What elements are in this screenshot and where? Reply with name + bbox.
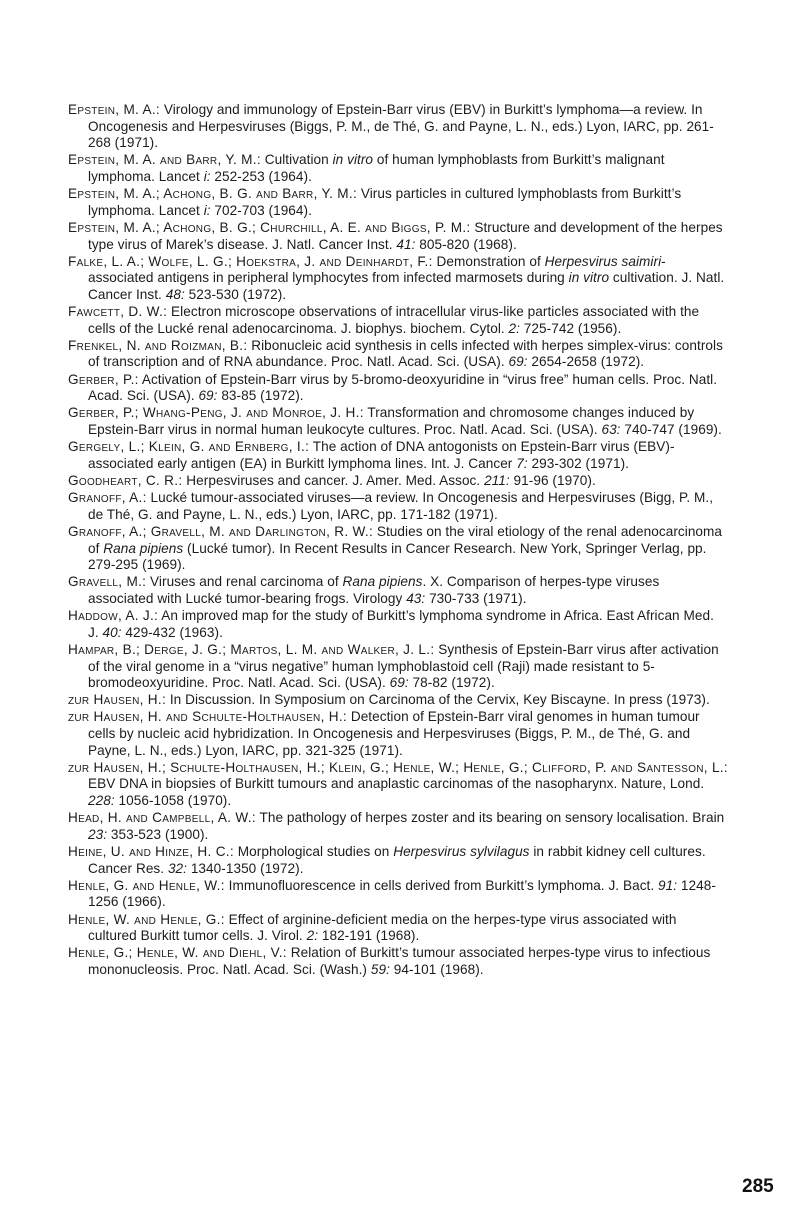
- reference-entry: [68, 254, 728, 304]
- reference-text: Lucké tumour-associated viruses—a review. In Oncogenesis and Herpesviruses (Bigg, P. M., de Thé, G. and Payne, L. N., eds.) Lyon, IARC, pp. 171-182 (1971).: [88, 490, 714, 522]
- reference-italic-text: Rana pipiens: [342, 574, 423, 590]
- reference-authors: Henle, W. and Henle, G.:: [68, 911, 225, 927]
- reference-entry: [68, 608, 728, 641]
- reference-text: 94-101 (1968).: [389, 961, 484, 977]
- reference-text: Synthesis of Epstein-Barr virus after activation of the viral genome in a “virus negative” human lymphoblastoid cell (Raji) made resistant to 5-bromodeoxyuridine. Proc. Natl. Acad. Sci. (USA).: [88, 641, 719, 691]
- reference-text: 1056-1058 (1970).: [114, 793, 232, 809]
- reference-authors: Granoff, A.:: [68, 490, 147, 506]
- reference-text: Virus particles in cultured lymphoblasts from Burkitt’s lymphoma. Lancet: [88, 186, 682, 218]
- reference-text: Relation of Burkitt’s tumour associated herpes-type virus to infectious mononucleosis. Proc. Natl. Acad. Sci. (Wash.): [88, 945, 711, 977]
- reference-text: 1248-1256 (1966).: [88, 877, 716, 910]
- reference-text: Transformation and chromosome changes induced by Epstein-Barr virus in normal human leukocyte cultures. Proc. Natl. Acad. Sci. (USA).: [88, 405, 695, 438]
- reference-authors: Gerber, P.; Whang-Peng, J. and Monroe, J. H.:: [68, 405, 364, 421]
- reference-text: 353-523 (1900).: [107, 826, 209, 842]
- reference-text: 730-733 (1971).: [425, 590, 527, 606]
- reference-authors: zur Hausen, H. and Schulte-Holthausen, H.:: [68, 709, 347, 725]
- reference-authors: Hampar, B.; Derge, J. G.; Martos, L. M. and Walker, J. L.:: [68, 641, 435, 657]
- reference-authors: Gravell, M.:: [68, 574, 147, 590]
- reference-authors: Epstein, M. A.; Achong, B. G. and Barr, Y. M.:: [68, 186, 358, 202]
- reference-authors: Henle, G.; Henle, W. and Diehl, V.:: [68, 945, 287, 961]
- reference-italic-text: 40:: [102, 624, 122, 640]
- reference-italic-text: Herpesvirus saimiri: [544, 253, 662, 269]
- reference-entry: [68, 473, 728, 490]
- reference-italic-text: 91:: [658, 877, 678, 893]
- reference-entry: [68, 490, 728, 523]
- reference-text: Immunofluorescence in cells derived from Burkitt’s lymphoma. J. Bact.: [224, 877, 659, 893]
- reference-authors: Falke, L. A.; Wolfe, L. G.; Hoekstra, J. and Deinhardt, F.:: [68, 253, 433, 269]
- reference-text: Studies on the viral etiology of the renal adenocarcinoma of: [88, 523, 723, 556]
- reference-italic-text: 41:: [396, 236, 416, 252]
- reference-text: 2654-2658 (1972).: [527, 354, 645, 370]
- reference-entry: [68, 405, 728, 438]
- reference-authors: Frenkel, N. and Roizman, B.:: [68, 337, 248, 353]
- reference-entry: [68, 760, 728, 810]
- reference-italic-text: i:: [203, 202, 211, 218]
- reference-italic-text: Herpesvirus sylvilagus: [393, 844, 530, 859]
- reference-entry: [68, 304, 728, 337]
- reference-authors: Epstein, M. A. and Barr, Y. M.:: [68, 152, 261, 168]
- reference-text: 740-747 (1969).: [620, 422, 722, 438]
- reference-italic-text: 69:: [389, 675, 409, 691]
- reference-authors: Fawcett, D. W.:: [68, 304, 168, 320]
- reference-entry: [68, 844, 728, 877]
- reference-text: in rabbit kidney cell cultures. Cancer Res.: [88, 844, 706, 876]
- reference-text: 182-191 (1968).: [318, 928, 420, 944]
- reference-entry: [68, 186, 728, 219]
- reference-entry: [68, 220, 728, 253]
- reference-entry: [68, 945, 728, 978]
- reference-authors: Gerber, P.:: [68, 371, 139, 387]
- reference-list: [68, 102, 728, 979]
- reference-text: cultivation. J. Natl. Cancer Inst.: [88, 270, 725, 302]
- reference-authors: Epstein, M. A.; Achong, B. G.; Churchill, A. E. and Biggs, P. M.:: [68, 219, 471, 235]
- reference-entry: [68, 102, 728, 152]
- reference-text: Electron microscope observations of intracellular virus-like particles associated with the cells of the Lucké renal adenocarcinoma. J. biophys. biochem. Cytol.: [88, 304, 700, 336]
- reference-text: Detection of Epstein-Barr viral genomes in human tumour cells by nucleic acid hybridization. In Oncogenesis and Herpesviruses (Biggs, P. M., de Thé, G. and Payne, L. N., eds.) Lyon, IARC, pp. 321-325 (1971).: [88, 709, 700, 758]
- reference-text: 725-742 (1956).: [519, 320, 622, 336]
- reference-entry: [68, 642, 728, 692]
- reference-italic-text: Rana pipiens: [103, 540, 184, 556]
- reference-italic-text: i:: [203, 168, 211, 184]
- reference-entry: [68, 878, 728, 911]
- reference-entry: [68, 372, 728, 405]
- reference-italic-text: 69:: [198, 388, 218, 404]
- reference-text: Viruses and renal carcinoma of: [146, 574, 343, 590]
- reference-italic-text: 63:: [601, 422, 621, 438]
- reference-authors: Goodheart, C. R.:: [68, 473, 183, 488]
- reference-entry: [68, 338, 728, 371]
- reference-authors: Haddow, A. J.:: [68, 608, 159, 624]
- reference-authors: Henle, G. and Henle, W.:: [68, 877, 225, 893]
- reference-text: 91-96 (1970).: [509, 473, 596, 488]
- reference-text: Virology and immunology of Epstein-Barr virus (EBV) in Burkitt’s lymphoma—a review. In Oncogenesis and Herpesviruses (Biggs, P. M., de Thé, G. and Payne, L. N., eds.) Lyon, IARC, pp. 261-268 (1971).: [88, 102, 714, 151]
- reference-text: EBV DNA in biopsies of Burkitt tumours and anaplastic carcinomas of the nasopharynx. Nature, Lond.: [88, 776, 705, 792]
- reference-text: 252-253 (1964).: [210, 168, 312, 184]
- reference-entry: [68, 709, 728, 759]
- reference-italic-text: 32:: [167, 860, 187, 876]
- reference-italic-text: 2:: [306, 928, 319, 944]
- reference-text: 702-703 (1964).: [210, 202, 312, 218]
- reference-italic-text: 59:: [370, 961, 390, 977]
- reference-italic-text: 228:: [88, 793, 115, 809]
- reference-authors: Heine, U. and Hinze, H. C.:: [68, 844, 234, 859]
- reference-text: Effect of arginine-deficient media on the herpes-type virus associated with cultured Burkitt tumor cells. J. Virol.: [88, 911, 677, 944]
- reference-text: Activation of Epstein-Barr virus by 5-bromo-deoxyuridine in “virus free” human cells. Proc. Natl. Acad. Sci. (USA).: [88, 371, 718, 404]
- reference-text: Cultivation: [260, 152, 333, 168]
- reference-entry: [68, 439, 728, 472]
- reference-italic-text: in vitro: [568, 270, 610, 286]
- reference-text: 78-82 (1972).: [408, 675, 495, 691]
- reference-entry: [68, 152, 728, 185]
- reference-entry: [68, 692, 728, 709]
- page-number: 285: [742, 1176, 774, 1197]
- reference-entry: [68, 810, 728, 843]
- reference-text: An improved map for the study of Burkitt’s lymphoma syndrome in Africa. East African Med. J.: [88, 608, 714, 640]
- reference-text: Herpesviruses and cancer. J. Amer. Med. Assoc.: [182, 473, 485, 488]
- reference-italic-text: 7:: [516, 455, 528, 471]
- reference-text: of human lymphoblasts from Burkitt’s malignant lymphoma. Lancet: [88, 152, 665, 184]
- reference-text: 293-302 (1971).: [527, 455, 629, 471]
- reference-entry: [68, 912, 728, 945]
- reference-authors: zur Hausen, H.; Schulte-Holthausen, H.; Klein, G.; Henle, W.; Henle, G.; Clifford, P. and Santesson, L.:: [68, 759, 728, 775]
- reference-authors: Head, H. and Campbell, A. W.:: [68, 810, 256, 826]
- reference-text: (Lucké tumor). In Recent Results in Cancer Research. New York, Springer Verlag, pp. 279-295 (1969).: [88, 540, 707, 573]
- reference-text: The pathology of herpes zoster and its bearing on sensory localisation. Brain: [255, 810, 725, 826]
- reference-italic-text: 43:: [406, 590, 426, 606]
- reference-italic-text: 69:: [508, 354, 528, 370]
- reference-italic-text: 2:: [508, 320, 520, 336]
- reference-text: 523-530 (1972).: [184, 286, 287, 302]
- reference-entry: [68, 574, 728, 607]
- reference-text: The action of DNA antogonists on Epstein-Barr virus (EBV)-associated early antigen (EA) in Burkitt lymphoma lines. Int. J. Cancer: [88, 439, 675, 471]
- reference-entry: [68, 524, 728, 574]
- reference-text: Ribonucleic acid synthesis in cells infected with herpes simplex-virus: controls of transcription and of RNA abundance. Proc. Natl. Acad. Sci. (USA).: [88, 337, 723, 370]
- reference-italic-text: 211:: [484, 473, 510, 488]
- reference-text: -associated antigens in peripheral lymphocytes from infected marmosets during: [88, 253, 666, 286]
- reference-italic-text: in vitro: [332, 152, 374, 168]
- reference-text: 1340-1350 (1972).: [187, 860, 304, 876]
- reference-authors: Epstein, M. A.:: [68, 102, 160, 117]
- reference-italic-text: 23:: [88, 826, 108, 842]
- reference-text: 429-432 (1963).: [121, 624, 223, 640]
- reference-text: 805-820 (1968).: [415, 236, 517, 252]
- reference-text: In Discussion. In Symposium on Carcinoma of the Cervix, Key Biscayne. In press (1973).: [166, 692, 710, 708]
- reference-italic-text: 48:: [165, 286, 185, 302]
- reference-authors: zur Hausen, H.:: [68, 692, 167, 708]
- reference-text: Structure and development of the herpes type virus of Marek’s disease. J. Natl. Cancer Inst.: [88, 219, 723, 252]
- reference-text: Morphological studies on: [233, 844, 394, 859]
- reference-text: . X. Comparison of herpes-type viruses associated with Lucké tumor-bearing frogs. Virology: [88, 574, 660, 606]
- reference-text: 83-85 (1972).: [217, 388, 304, 404]
- reference-authors: Granoff, A.; Gravell, M. and Darlington, R. W.:: [68, 523, 374, 539]
- reference-authors: Gergely, L.; Klein, G. and Ernberg, I.:: [68, 439, 310, 455]
- reference-text: Demonstration of: [432, 253, 545, 269]
